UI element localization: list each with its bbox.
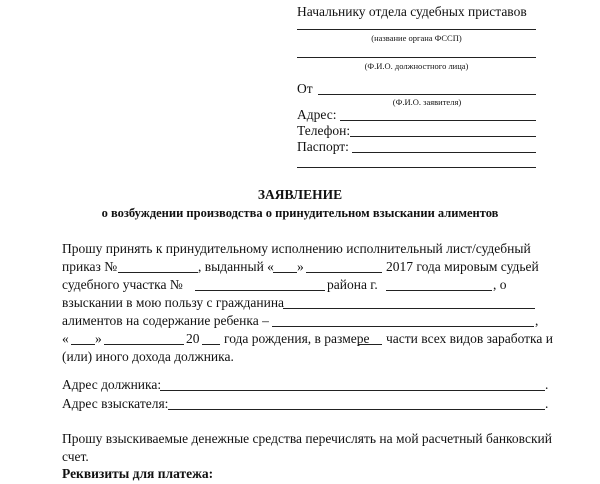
payment-line-1: Прошу взыскиваемые денежные средства перечислять на мой расчетный банковский (62, 431, 552, 446)
passport-field-extra[interactable] (297, 167, 536, 168)
city-field[interactable] (386, 290, 492, 291)
address-label: Адрес: (297, 107, 337, 122)
phone-field[interactable] (350, 136, 536, 137)
document-subtitle: о возбуждении производства о принудительном взыскании алиментов (101, 206, 499, 220)
body-line-1: Прошу принять к принудительному исполнению исполнительный лист/судебный (62, 241, 531, 256)
body-line-2-c: » (297, 259, 304, 274)
body-line-6-d: года рождения, в размере (224, 331, 370, 346)
body-line-3-b: района г. (327, 277, 378, 292)
body-line-6-e: части всех видов заработка и (386, 331, 553, 346)
body-line-4: взыскании в мою пользу с гражданина (62, 295, 285, 310)
claimant-address-end: . (545, 396, 549, 411)
body-line-7: (или) иного дохода должника. (62, 349, 234, 364)
from-label: От (297, 81, 313, 96)
debtor-address-label: Адрес должника: (62, 377, 162, 392)
addressee-line: Начальнику отдела судебных приставов (297, 4, 527, 19)
claimant-address-field[interactable] (168, 409, 545, 410)
payment-requisites-heading: Реквизиты для платежа: (62, 466, 214, 481)
fssp-name-field[interactable] (297, 29, 536, 30)
debtor-name-field[interactable] (283, 308, 535, 309)
applicant-caption: (Ф.И.О. заявителя) (392, 97, 462, 107)
body-line-3-a: судебного участка № (62, 277, 183, 292)
fssp-caption: (название органа ФССП) (371, 33, 462, 43)
order-number-field[interactable] (118, 272, 198, 273)
address-field[interactable] (340, 120, 536, 121)
body-line-2-d: 2017 года мировым судьей (386, 259, 539, 274)
debtor-address-field[interactable] (160, 390, 545, 391)
phone-label: Телефон: (297, 123, 351, 138)
passport-field[interactable] (352, 152, 536, 153)
claimant-address-label: Адрес взыскателя: (62, 396, 169, 411)
debtor-address-end: . (545, 377, 549, 392)
birth-day-field[interactable] (71, 344, 95, 345)
body-line-5-a: алиментов на содержание ребенка – (62, 313, 269, 328)
birth-month-field[interactable] (104, 344, 184, 345)
birth-year-field[interactable] (202, 344, 220, 345)
share-field[interactable] (358, 344, 382, 345)
body-line-6-b: » (95, 331, 102, 346)
officer-name-field[interactable] (297, 57, 536, 58)
applicant-name-field[interactable] (318, 94, 536, 95)
body-line-2-a: приказ № (62, 259, 118, 274)
issue-day-field[interactable] (273, 272, 297, 273)
child-name-field[interactable] (272, 326, 534, 327)
payment-line-2: счет. (62, 449, 89, 464)
body-line-5-b: , (535, 313, 539, 328)
court-section-field[interactable] (195, 290, 325, 291)
body-line-3-c: , о (493, 277, 507, 292)
document-title: ЗАЯВЛЕНИЕ (257, 187, 343, 202)
body-line-6-c: 20 (186, 331, 200, 346)
issue-month-field[interactable] (306, 272, 382, 273)
body-line-6-a: « (62, 331, 69, 346)
passport-label: Паспорт: (297, 139, 349, 154)
officer-caption: (Ф.И.О. должностного лица) (364, 61, 469, 71)
body-line-2-b: , выданный « (198, 259, 274, 274)
